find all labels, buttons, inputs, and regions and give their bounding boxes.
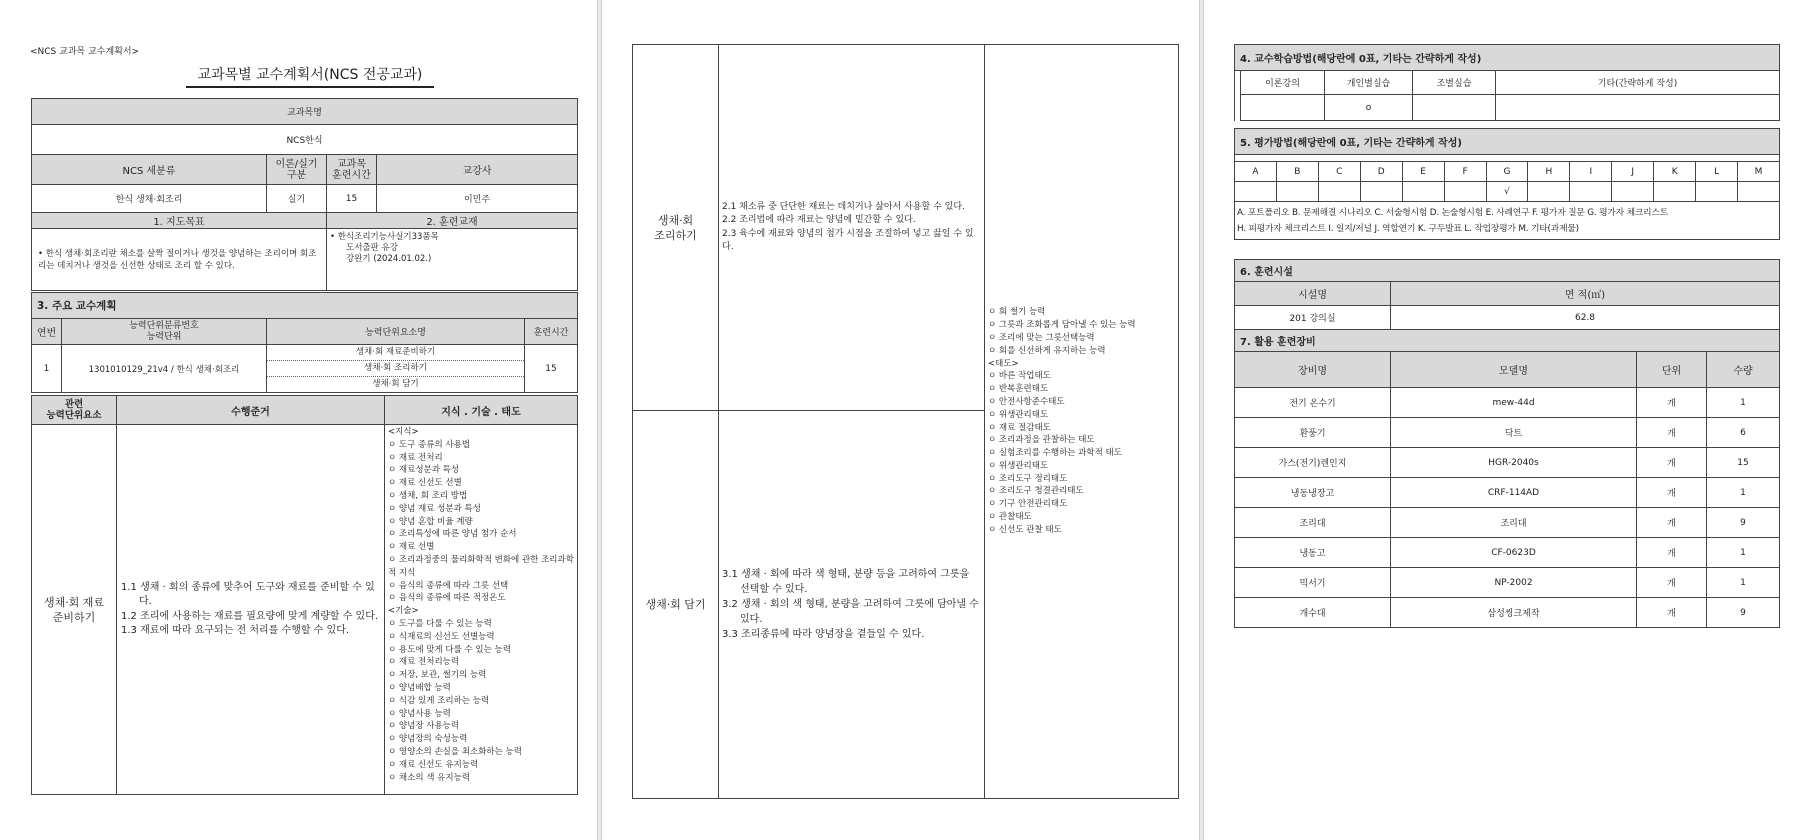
equipment-name: 믹서기	[1235, 568, 1391, 598]
performance-criteria-continued-table	[632, 44, 1179, 799]
ksa-item: ㅇ 위생관리태도	[988, 460, 1049, 471]
ksa-item: ㅇ 조리도구 청결관리태도	[988, 486, 1084, 497]
ksa-item: ㅇ 식재료의 신선도 선별능력	[388, 631, 495, 642]
ksa-item: ㅇ 조리특성에 따른 양념 첨가 순서	[388, 529, 517, 540]
facility-table	[1234, 259, 1780, 330]
textbook-author: 강완기 (2024.01.02.)	[346, 254, 432, 264]
ksa-item: ㅇ 위생관리태도	[988, 409, 1049, 420]
ncs-category-value: 한식 생채·회조리	[32, 185, 267, 213]
table-row	[1235, 418, 1780, 448]
equipment-name: 냉동고	[1235, 538, 1391, 568]
method-individual-header: 개인별실습	[1325, 71, 1413, 95]
equipment-name: 환풍기	[1235, 418, 1391, 448]
ksa-item: ㅇ 안전사항준수태도	[988, 396, 1065, 407]
equipment-name-header: 장비명	[1235, 352, 1391, 388]
criteria-1-2: 1.2 조리에 사용하는 재료를 필요량에 맞게 계량할 수 있다.	[121, 610, 379, 622]
facility-name-header: 시설명	[1235, 282, 1391, 306]
eval-letter-c: C	[1318, 162, 1360, 182]
header-training-hours: 교과목 훈련시간	[327, 155, 377, 185]
method-group-header: 조별실습	[1413, 71, 1496, 95]
header-unit: 능력단위분류번호 능력단위	[62, 319, 267, 345]
ksa-cell	[385, 425, 578, 795]
criteria-element-name: 생채·회 재료 준비하기	[32, 425, 117, 795]
criteria-3-2: 3.2 생채 · 회의 색 형태, 분량을 고려하여 그릇에 담아낼 수 있다.	[722, 599, 979, 625]
eval-letter-f: F	[1444, 162, 1486, 182]
ksa-item: ㅇ 조리과정중의 물리화학적 변화에 관한 조리과학	[388, 554, 574, 565]
eval-mark-d	[1360, 182, 1402, 202]
ksa-item: ㅇ 재료 절감태도	[988, 422, 1051, 433]
unit-element-1: 생채·회 재료준비하기	[267, 345, 524, 361]
teaching-methods-title: 4. 교수학습방법(해당란에 0표, 기타는 간략하게 작성)	[1235, 45, 1780, 71]
guidance-goal-header: 1. 지도목표	[32, 213, 327, 229]
course-info-table	[31, 98, 578, 291]
ksa-item: ㅇ 바른 작업태도	[988, 371, 1051, 382]
header-related-element: 관련 능력단위요소	[32, 396, 117, 425]
unit-element-2: 생채·회 조리하기	[267, 361, 524, 377]
table-row	[1235, 568, 1780, 598]
textbook-title: • 한식조리기능사실기33품목	[330, 232, 439, 242]
equipment-unit: 개	[1637, 448, 1707, 478]
ksa-list-page2	[988, 306, 1175, 536]
equipment-qty: 1	[1707, 538, 1780, 568]
ksa-item: ㅇ 양념 재료 성분과 특성	[388, 503, 481, 514]
ksa-item: ㅇ 재료 전처리능력	[388, 657, 460, 668]
header-no: 연번	[32, 319, 62, 345]
plan-row-no: 1	[32, 345, 62, 393]
equipment-unit: 개	[1637, 388, 1707, 418]
eval-mark-h	[1528, 182, 1570, 202]
eval-mark-j	[1612, 182, 1654, 202]
equipment-unit: 개	[1637, 568, 1707, 598]
equipment-unit: 개	[1637, 538, 1707, 568]
equipment-model: 삼성씽크제작	[1391, 598, 1637, 628]
equipment-qty: 1	[1707, 568, 1780, 598]
header-ksa: 지식 . 기술 . 태도	[385, 396, 578, 425]
ksa-item: ㅇ 용도에 맞게 다룰 수 있는 능력	[388, 644, 511, 655]
table-row	[1235, 478, 1780, 508]
criteria-plating-cell	[719, 411, 985, 799]
ksa-item: ㅇ 조리과정을 관찰하는 태도	[988, 435, 1095, 446]
ksa-item: ㅇ 채소의 색 유지능력	[388, 772, 471, 783]
equipment-model: CF-0623D	[1391, 538, 1637, 568]
equipment-unit: 개	[1637, 478, 1707, 508]
ksa-item: ㅇ 재료 선별	[388, 542, 435, 553]
ksa-item: ㅇ 실험조리를 수행하는 과학적 태도	[988, 448, 1122, 459]
document-title: 교과목별 교수계획서(NCS 전공교과)	[186, 64, 434, 88]
eval-mark-i	[1570, 182, 1612, 202]
ksa-item: ㅇ 도구 종류의 사용법	[388, 439, 471, 450]
header-theory-practice: 이론/실기 구분	[267, 155, 327, 185]
equipment-name: 전기 온수기	[1235, 388, 1391, 418]
ksa-item: ㅇ 저장, 보관, 썰기의 능력	[388, 670, 487, 681]
eval-mark-f	[1444, 182, 1486, 202]
evaluation-methods-table	[1234, 128, 1780, 240]
criteria-2-3: 2.3 육수에 재료와 양념의 첨가 시점을 조절하여 넣고 끓일 수 있다.	[722, 228, 974, 252]
equipment-model: CRF-114AD	[1391, 478, 1637, 508]
ksa-item: <지식>	[388, 427, 419, 437]
method-group-value	[1413, 95, 1496, 121]
unit-element-3: 생채·회 담기	[372, 379, 419, 389]
eval-letter-g: G	[1486, 162, 1528, 182]
training-hours-value: 15	[327, 185, 377, 213]
ksa-item: ㅇ 재료 신선도 선별	[388, 478, 462, 489]
textbook-publisher: 도서출판 유강	[346, 243, 398, 253]
equipment-model: 조리대	[1391, 508, 1637, 538]
method-lecture-value	[1241, 95, 1325, 121]
ksa-item: ㅇ 음식의 종류에 따른 적정온도	[388, 593, 506, 604]
equipment-model-header: 모델명	[1391, 352, 1637, 388]
eval-letter-l: L	[1696, 162, 1738, 182]
equipment-qty: 9	[1707, 598, 1780, 628]
eval-letter-k: K	[1654, 162, 1696, 182]
table-row	[1235, 598, 1780, 628]
eval-mark-k	[1654, 182, 1696, 202]
plan-row-hours: 15	[525, 345, 578, 393]
header-unit-element: 능력단위요소명	[267, 319, 525, 345]
eval-letter-i: I	[1570, 162, 1612, 182]
guidance-goal-text: • 한식 생채·회조리란 채소를 살짝 절이거나 생것을 양념하는 조리이며 회조리는 데치거나 생것을 신선한 상태로 조리 할 수 있다.	[32, 229, 327, 291]
plan-row-unit: 1301010129_21v4 / 한식 생채·회조리	[62, 345, 267, 393]
ksa-item: ㅇ 식감 있게 조리하는 능력	[388, 695, 490, 706]
facility-title: 6. 훈련시설	[1235, 260, 1780, 282]
equipment-qty: 6	[1707, 418, 1780, 448]
ksa-item: 적 지식	[388, 567, 416, 578]
ksa-item: ㅇ 양념장 사용능력	[388, 721, 460, 732]
criteria-cooking-cell	[719, 45, 985, 411]
eval-mark-g: √	[1486, 182, 1528, 202]
equipment-name: 냉동냉장고	[1235, 478, 1391, 508]
ksa-item: ㅇ 양념장의 숙성능력	[388, 734, 468, 745]
ksa-item: ㅇ 그릇과 조화롭게 담아낼 수 있는 능력	[988, 320, 1136, 331]
ksa-list-page1	[388, 426, 574, 784]
method-other-value	[1496, 95, 1780, 121]
performance-criteria-table	[31, 395, 578, 795]
equipment-model: HGR-2040s	[1391, 448, 1637, 478]
ksa-item: <태도>	[988, 358, 1019, 369]
ksa-item: ㅇ 조리에 맞는 그릇선택능력	[988, 332, 1095, 343]
theory-practice-value: 실기	[267, 185, 327, 213]
element-name-cooking: 생채·회 조리하기	[633, 45, 719, 411]
ksa-item: ㅇ 반복훈련태도	[988, 384, 1049, 395]
textbook-header: 2. 훈련교재	[327, 213, 578, 229]
method-individual-value: o	[1325, 95, 1413, 121]
equipment-title: 7. 활용 훈련장비	[1235, 330, 1780, 352]
spacer-cell	[1235, 155, 1780, 162]
course-name-header: 교과목명	[32, 99, 578, 125]
criteria-3-3: 3.3 조리종류에 따라 양념장을 곁들일 수 있다.	[722, 629, 925, 640]
equipment-table	[1234, 329, 1780, 628]
equipment-model: 닥트	[1391, 418, 1637, 448]
ksa-item: ㅇ 기구 안전관리태도	[988, 499, 1068, 510]
equipment-unit: 개	[1637, 598, 1707, 628]
ksa-item: ㅇ 영양소의 손실을 최소화하는 능력	[388, 746, 522, 757]
ksa-item: ㅇ 회를 신선하게 유지하는 능력	[988, 345, 1106, 356]
header-hours: 훈련시간	[525, 319, 578, 345]
plan-section-title: 3. 주요 교수계획	[32, 293, 578, 319]
table-row	[1235, 538, 1780, 568]
table-row	[1235, 508, 1780, 538]
criteria-1-3: 1.3 재료에 따라 요구되는 전 처리를 수행할 수 있다.	[121, 625, 350, 636]
ksa-item: ㅇ 양념배합 능력	[388, 682, 451, 693]
equipment-qty: 1	[1707, 478, 1780, 508]
ksa-item: ㅇ 조리도구 정리태도	[988, 473, 1068, 484]
eval-letter-m: M	[1738, 162, 1780, 182]
ksa-cell-continued	[985, 45, 1179, 799]
ksa-item: ㅇ 음식의 종류에 따라 그릇 선택	[388, 580, 509, 591]
ksa-item: ㅇ 재료성분과 특성	[388, 465, 460, 476]
evaluation-methods-title: 5. 평가방법(해당란에 0표, 기타는 간략하게 작성)	[1235, 129, 1780, 155]
eval-mark-c	[1318, 182, 1360, 202]
eval-letter-d: D	[1360, 162, 1402, 182]
teaching-methods-table	[1234, 44, 1780, 121]
table-row	[1235, 388, 1780, 418]
eval-mark-e	[1402, 182, 1444, 202]
header-ncs-category: NCS 세분류	[32, 155, 267, 185]
equipment-model: mew-44d	[1391, 388, 1637, 418]
facility-area-header: 면 적(㎡)	[1391, 282, 1780, 306]
ksa-item: ㅇ 재료 신선도 유지능력	[388, 759, 479, 770]
ksa-item: <기술>	[388, 606, 419, 617]
equipment-name: 조리대	[1235, 508, 1391, 538]
equipment-unit-header: 단위	[1637, 352, 1707, 388]
eval-letter-b: B	[1276, 162, 1318, 182]
document-label: <NCS 교과목 교수계획서>	[30, 47, 140, 57]
instructor-value: 이민주	[377, 185, 578, 213]
criteria-3-1: 3.1 생채 · 회에 따라 색 형태, 분량 등을 고려하여 그릇을 선택할 수 있다.	[722, 569, 970, 595]
eval-mark-a	[1235, 182, 1277, 202]
equipment-name: 개수대	[1235, 598, 1391, 628]
ksa-item: ㅇ 회 썰기 능력	[988, 307, 1046, 318]
ksa-item: ㅇ 재료 전처리	[388, 452, 443, 463]
course-name-value: NCS한식	[32, 125, 578, 155]
textbook-cell	[327, 229, 578, 291]
eval-letter-h: H	[1528, 162, 1570, 182]
criteria-cell	[117, 425, 385, 795]
equipment-qty-header: 수량	[1707, 352, 1780, 388]
evaluation-legend	[1235, 202, 1780, 240]
criteria-2-2: 2.2 조리법에 따라 재료는 양념에 밑간할 수 있다.	[722, 215, 916, 225]
evaluation-legend-line-1: A. 포트폴리오 B. 문제해결 시나리오 C. 서술형시험 D. 논술형시험 E. 사례연구 F. 평가자 질문 G. 평가자 체크리스트	[1237, 207, 1669, 218]
method-lecture-header: 이론강의	[1241, 71, 1325, 95]
eval-mark-l	[1696, 182, 1738, 202]
header-criteria: 수행준거	[117, 396, 385, 425]
element-name-plating: 생채·회 담기	[633, 411, 719, 799]
table-row	[1235, 448, 1780, 478]
equipment-name: 가스(전기)렌인지	[1235, 448, 1391, 478]
main-plan-table	[31, 292, 578, 393]
facility-name-value: 201 강의실	[1235, 306, 1391, 330]
equipment-qty: 9	[1707, 508, 1780, 538]
ksa-item: ㅇ 양념 혼합 비율 계량	[388, 516, 473, 527]
plan-row-elements	[267, 345, 525, 393]
ksa-item: ㅇ 도구를 다룰 수 있는 능력	[388, 618, 492, 629]
equipment-model: NP-2002	[1391, 568, 1637, 598]
eval-mark-b	[1276, 182, 1318, 202]
equipment-unit: 개	[1637, 508, 1707, 538]
criteria-1-1: 1.1 생채 · 회의 종류에 맞추어 도구와 재료를 준비할 수 있다.	[121, 581, 375, 607]
ksa-item: ㅇ 양념사용 능력	[388, 708, 451, 719]
header-instructor: 교강사	[377, 155, 578, 185]
equipment-unit: 개	[1637, 418, 1707, 448]
eval-letter-a: A	[1235, 162, 1277, 182]
ksa-item: ㅇ 신선도 관찰 태도	[988, 524, 1062, 535]
ksa-item: ㅇ 관찰태도	[988, 512, 1032, 523]
criteria-2-1: 2.1 채소류 중 단단한 재료는 데치거나 삶아서 사용할 수 있다.	[722, 201, 965, 212]
ksa-item: ㅇ 생채, 회 조리 방법	[388, 490, 468, 501]
facility-area-value: 62.8	[1391, 306, 1780, 330]
eval-letter-e: E	[1402, 162, 1444, 182]
equipment-qty: 1	[1707, 388, 1780, 418]
evaluation-legend-line-2: H. 피평가자 체크리스트 I. 일지/저널 J. 역할연기 K. 구두발표 L. 작업장평가 M. 기타(과제물)	[1237, 223, 1579, 234]
eval-mark-m	[1738, 182, 1780, 202]
equipment-qty: 15	[1707, 448, 1780, 478]
method-other-header: 기타(간략하게 작성)	[1496, 71, 1780, 95]
eval-letter-j: J	[1612, 162, 1654, 182]
